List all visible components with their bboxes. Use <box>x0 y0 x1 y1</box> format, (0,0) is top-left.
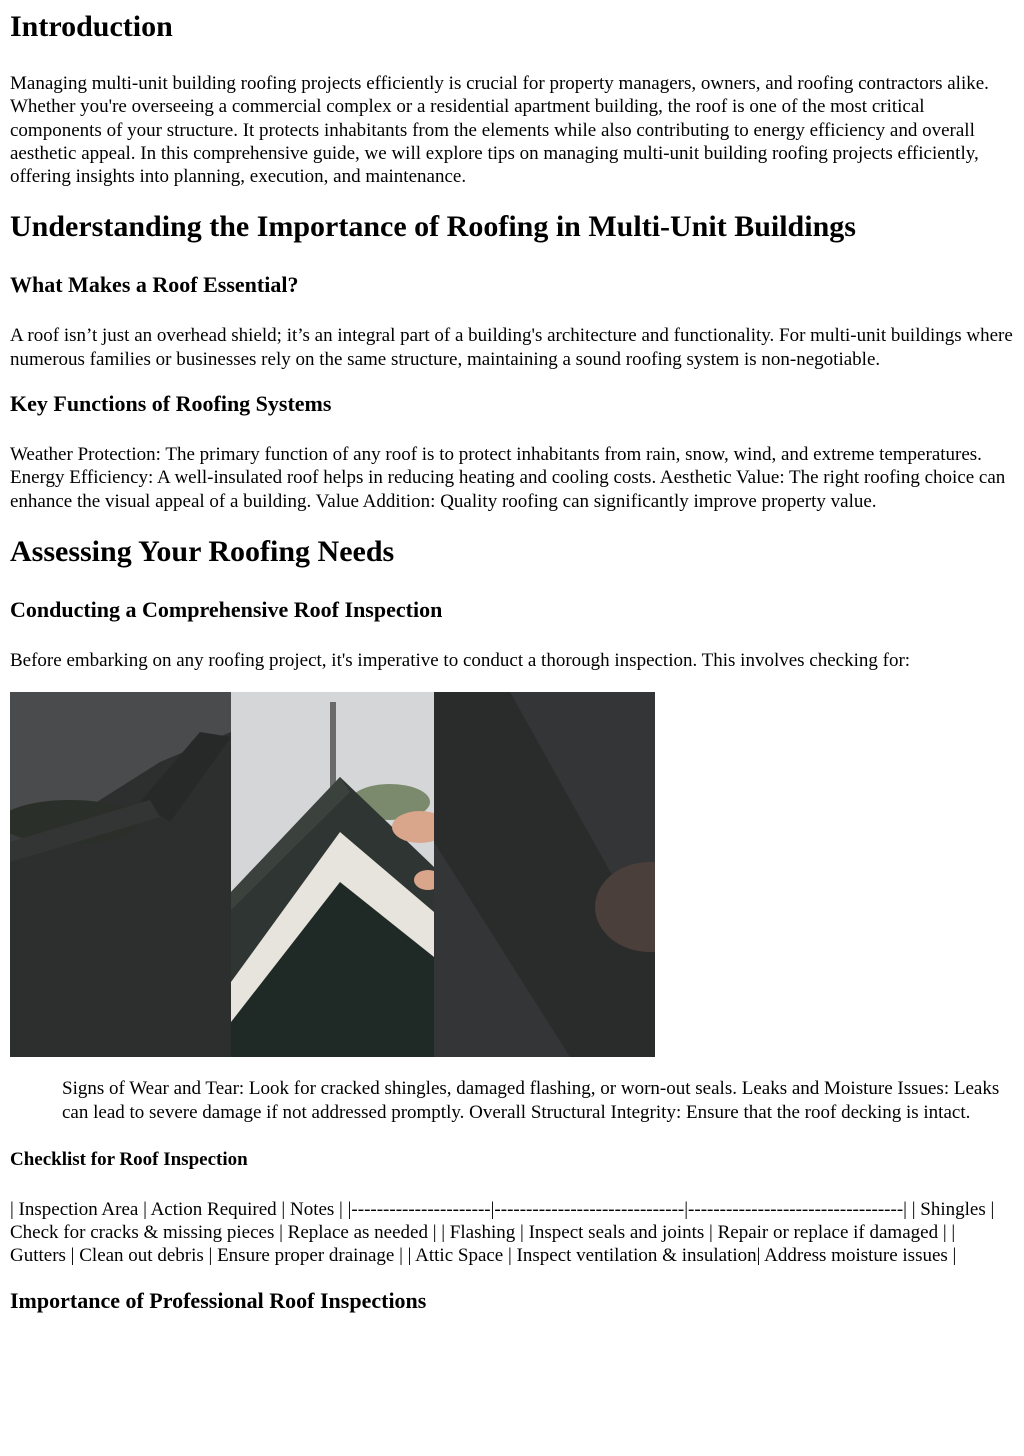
essential-paragraph: A roof isn’t just an overhead shield; it’s an integral part of a building's architecture and functionality. For multi-unit buildings where numerous families or businesses rely on the same structure, maintaining a sound roofing system is non-negotiable. <box>10 325 1013 370</box>
inspection-heading: Conducting a Comprehensive Roof Inspection <box>10 596 443 622</box>
essential-heading: What Makes a Roof Essential? <box>10 272 299 298</box>
intro-heading: Introduction <box>10 10 173 43</box>
checklist-text: | Inspection Area | Action Required | Notes | |----------------------|------------------------------|----------------------------------| | Shingles | Check for cracks & missing pieces | Replace as needed | | Flashing | Inspect seals and joints | Repair or replace if damaged | | Gutters | Clean out debris | Ensure proper drainage | | Attic Space | Inspect ventilation & insulation| Address moisture issues | <box>10 1198 995 1267</box>
importance-heading: Understanding the Importance of Roofing in Multi-Unit Buildings <box>10 210 856 244</box>
functions-heading: Key Functions of Roofing Systems <box>10 391 332 417</box>
functions-paragraph: Weather Protection: The primary function of any roof is to protect inhabitants from rain, snow, wind, and extreme temperatures. Energy Efficiency: A well-insulated roof helps in reducing heating and cooling costs. Aesthetic Value: The right roofing choice can enhance the visual appeal of a building. Value Addition: Quality roofing can significantly improve property value. <box>10 444 1006 512</box>
checklist-heading: Checklist for Roof Inspection <box>10 1148 248 1170</box>
intro-paragraph: Managing multi-unit building roofing projects efficiently is crucial for property managers, owners, and roofing contractors alike. Whether you're overseeing a commercial complex or a residential apartment building, the roof is one of the most critical components of your structure. It protects inhabitants from the elements while also contributing to energy efficiency and overall aesthetic appeal. In this comprehensive guide, we will explore tips on managing multi-unit building roofing projects efficiently, offering insights into planning, execution, and maintenance. <box>10 73 989 188</box>
roof-photo-image <box>10 692 655 1057</box>
inspection-paragraph: Before embarking on any roofing project, it's imperative to conduct a thorough inspection. This involves checking for: <box>10 649 911 671</box>
professional-heading: Importance of Professional Roof Inspections <box>10 1287 427 1313</box>
inspection-quote: Signs of Wear and Tear: Look for cracked shingles, damaged flashing, or worn-out seals. Leaks and Moisture Issues: Leaks can lead to severe damage if not addressed promptly. Overall Structural Integrity: Ensure that the roof decking is intact. <box>62 1078 1000 1123</box>
assessing-heading: Assessing Your Roofing Needs <box>10 534 395 568</box>
article <box>0 10 1024 1314</box>
